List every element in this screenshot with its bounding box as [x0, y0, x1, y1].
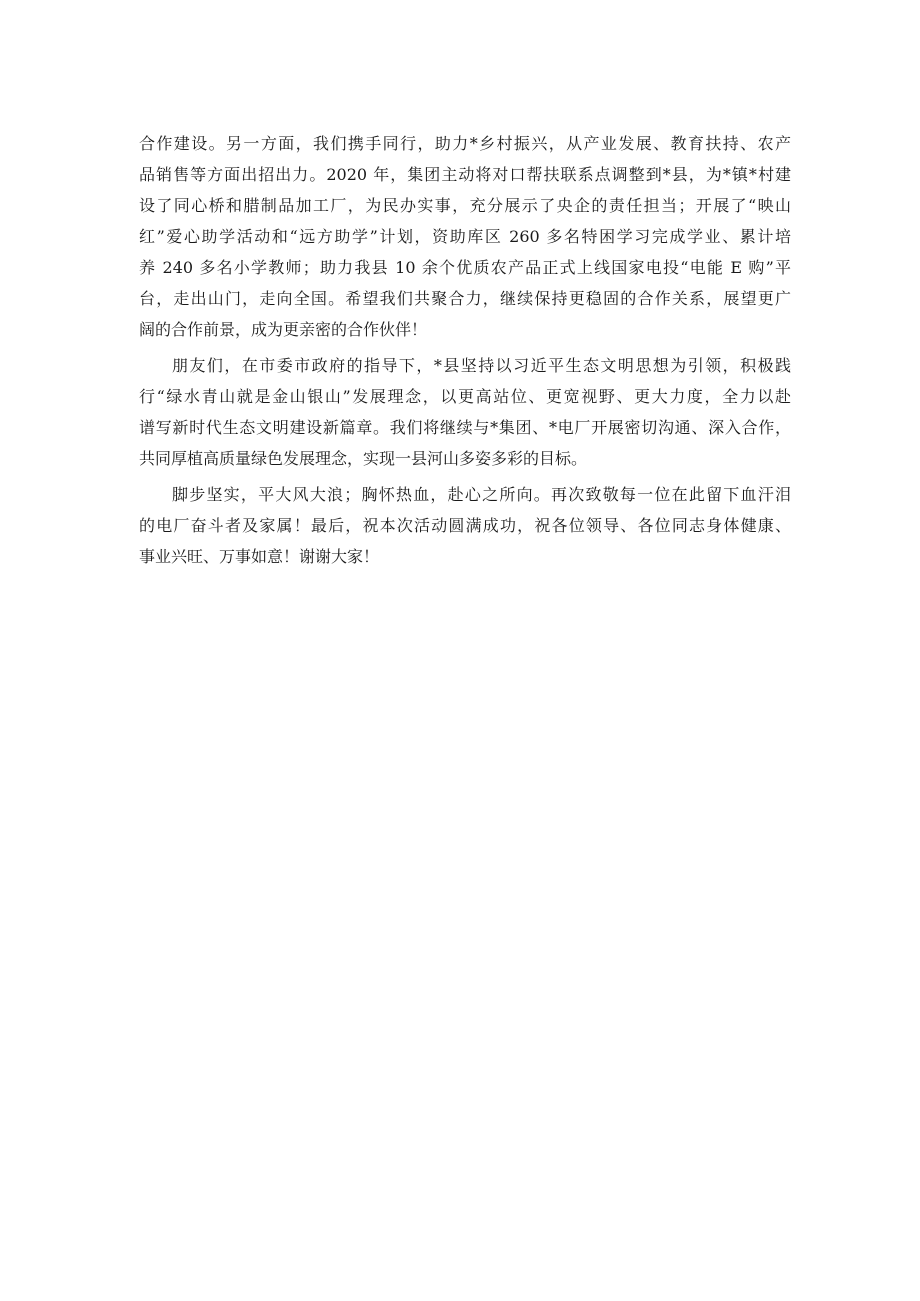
- paragraph-line: 的电厂奋斗者及家属！最后，祝本次活动圆满成功，祝各位领导、各位同志身体健康、: [139, 516, 791, 535]
- paragraph-cooperation: [139, 128, 791, 345]
- paragraph-line: 台，走出山门，走向全国。希望我们共聚合力，继续保持更稳固的合作关系，展望更广: [139, 289, 791, 308]
- paragraph-line: 事业兴旺、万事如意！谢谢大家！: [139, 547, 380, 566]
- paragraph-line: 行“绿水青山就是金山银山”发展理念，以更高站位、更宽视野、更大力度，全力以赴: [139, 387, 791, 406]
- paragraph-line: 共同厚植高质量绿色发展理念，实现一县河山多姿多彩的目标。: [139, 449, 588, 468]
- paragraph-line: 朋友们，在市委市政府的指导下，*县坚持以习近平生态文明思想为引领，积极践: [172, 356, 791, 375]
- paragraph-line: 阔的合作前景，成为更亲密的合作伙伴！: [139, 320, 428, 339]
- paragraph-line: 设了同心桥和腊制品加工厂，为民办实事，充分展示了央企的责任担当；开展了“映山: [139, 196, 791, 215]
- paragraph-line: 谱写新时代生态文明建设新篇章。我们将继续与*集团、*电厂开展密切沟通、深入合作，: [139, 418, 791, 437]
- document-body: [139, 128, 791, 572]
- paragraph-line: 品销售等方面出招出力。2020 年，集团主动将对口帮扶联系点调整到*县，为*镇*村建: [139, 165, 791, 184]
- paragraph-line: 合作建设。另一方面，我们携手同行，助力*乡村振兴，从产业发展、教育扶持、农产: [139, 134, 791, 153]
- paragraph-friends: [139, 350, 791, 474]
- paragraph-line: 养 240 多名小学教师；助力我县 10 余个优质农产品正式上线国家电投“电能 E 购”平: [139, 258, 791, 277]
- paragraph-closing: [139, 479, 791, 572]
- paragraph-line: 脚步坚实，平大风大浪；胸怀热血，赴心之所向。再次致敬每一位在此留下血汗泪: [172, 485, 791, 504]
- paragraph-line: 红”爱心助学活动和“远方助学”计划，资助库区 260 多名特困学习完成学业、累计培: [139, 227, 791, 246]
